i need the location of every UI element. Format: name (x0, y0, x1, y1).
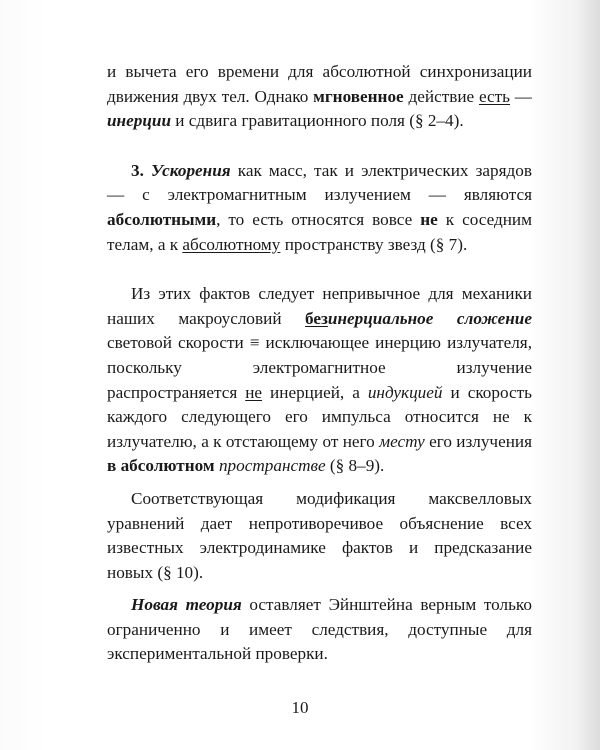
text-run: , то есть относятся вовсе (216, 209, 421, 229)
text-run: световой скорости ≡ исключающее инерцию излучателя, поскольку электромагнитное излучение распространяется (107, 333, 532, 402)
text-run: и вычета его времени для абсолютной синхронизации движения двух тел. Однако (107, 62, 532, 106)
underlined-term: есть (478, 86, 510, 106)
bold-term: абсолютными (107, 209, 217, 229)
text-run: и сдвига гравитационного поля (§ 2–4). (171, 111, 464, 131)
bold-term: в абсолютном (107, 456, 215, 476)
paragraph-5 (107, 593, 532, 667)
paragraph-3 (107, 282, 532, 479)
page-number: 10 (291, 698, 309, 717)
underlined-term: не (245, 382, 263, 402)
text-run: Из этих фактов следует непривычное для механики наших макроусловий (107, 284, 532, 328)
text-run: пространству звезд (§ 7). (280, 234, 468, 254)
italic-term: пространстве (218, 456, 326, 476)
paragraph-2 (107, 159, 532, 257)
bold-underlined-prefix: без (305, 308, 328, 328)
bold-italic-term: инерции (107, 111, 171, 131)
paragraph-1 (107, 60, 532, 134)
text-run: как масс, так и электрических зарядов — с электромагнитным излучением — являются (107, 160, 532, 205)
text-run: к соседним телам, а к (107, 209, 532, 254)
text-run: — (510, 86, 532, 106)
underlined-term: абсолютному (182, 234, 281, 254)
text-run: (§ 8–9). (325, 456, 385, 476)
italic-term: месту (379, 431, 425, 451)
text-run: оставляет Эйнштейна верным только ограниченно и имеет следствия, доступные для экспериментальной проверки. (107, 595, 532, 664)
bold-italic-term: Новая теория (131, 595, 242, 615)
text-run: Соответствующая модификация максвелловых уравнений дает непротиворечивое объяснение всех известных электродинамике фактов и предсказание новых (§ 10). (107, 488, 532, 582)
text-run: действие (403, 86, 479, 106)
italic-term: индукцией (367, 382, 443, 402)
paragraph-4 (107, 487, 532, 585)
text-run: инерцией, а (262, 382, 368, 402)
bold-italic-term: Ускорения (151, 160, 231, 180)
text-run: и скорость каждого следующего его импульса относится не к излучателю, а к отстающему от него (107, 382, 532, 451)
bold-italic-term: инерциальное сложение (327, 308, 532, 328)
item-number: 3. (131, 160, 144, 180)
bold-term: мгновенное (313, 86, 404, 106)
text-block (107, 60, 532, 667)
bold-term: не (420, 209, 438, 229)
text-run: его излучения (424, 431, 532, 451)
